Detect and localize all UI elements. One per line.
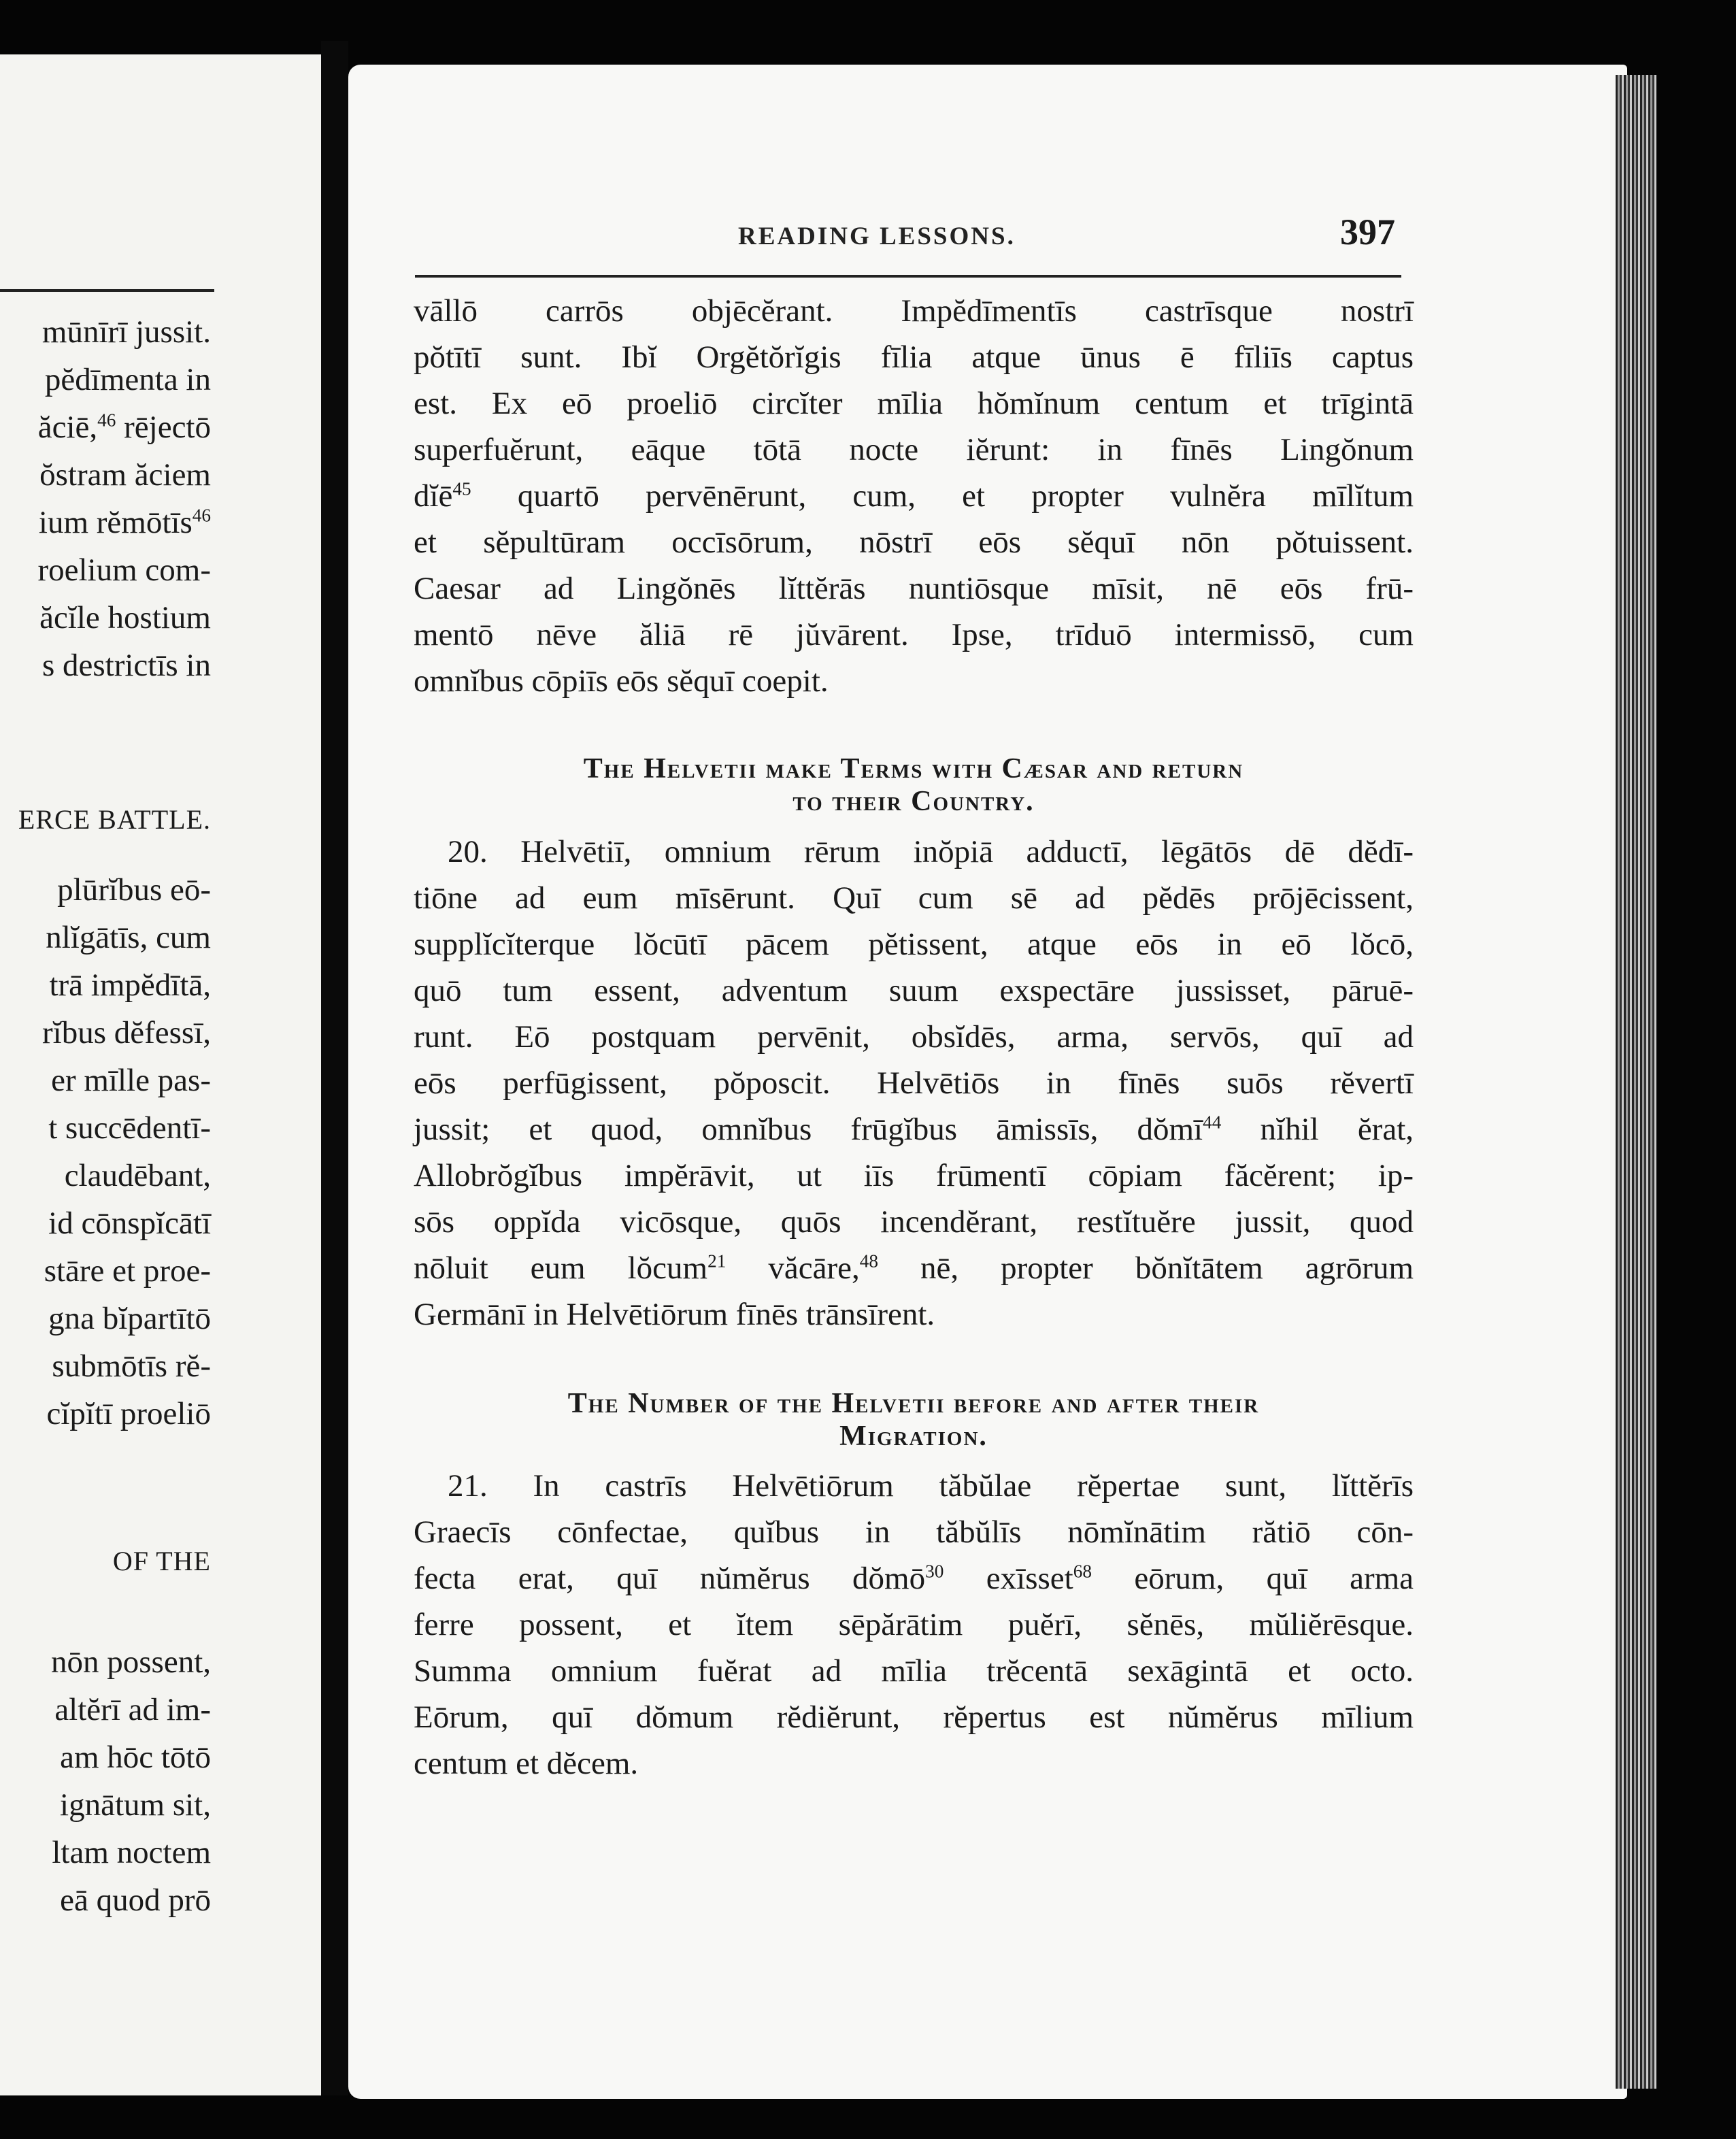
section-title-line: The Number of the Helvetii before and after their [567, 1387, 1260, 1419]
running-head: READING LESSONS. [738, 222, 1016, 250]
paragraph-number: 21. [448, 1468, 488, 1504]
left-line-21: nōn possent, [51, 1644, 211, 1680]
text-line: Allobrŏgĭbus impĕrāvit, ut iīs frūmentī cōpiam făcĕrent; ip- [414, 1157, 1414, 1193]
footnote-ref: 21 [707, 1250, 727, 1271]
header-rule [415, 275, 1401, 278]
footnote-ref: 48 [859, 1250, 878, 1271]
left-line-18: gna bĭpartītō [48, 1301, 211, 1336]
left-line-11: trā impĕdītā, [49, 967, 211, 1003]
text-line: mentō nēve ăliā rē jŭvārent. Ipse, trīduō intermissō, cum [414, 617, 1414, 652]
section-title-line: Migration. [839, 1420, 988, 1452]
left-line-20: cĭpĭtī proeliō [46, 1396, 211, 1431]
text-line: centum et dĕcem. [414, 1746, 639, 1782]
page-number: 397 [1340, 212, 1395, 252]
text-line: 20. Helvētiī, omnium rērum inŏpiā adductī, lēgātōs dē dĕdī- [448, 833, 1414, 869]
left-line-22: altĕrī ad im- [54, 1692, 211, 1727]
left-line-25: ltam noctem [52, 1835, 211, 1870]
left-line-2: pĕdīmenta in [44, 362, 211, 397]
page-body [414, 293, 1414, 1791]
text-line: pŏtītī sunt. Ibĭ Orgĕtŏrĭgis fīlia atque ūnus ē fīliīs captus [414, 339, 1414, 375]
left-line-14: t succēdentī- [48, 1110, 211, 1146]
paragraph-number: 20. [448, 833, 488, 869]
left-facing-page [0, 54, 321, 2095]
left-line-13: er mīlle pas- [51, 1063, 211, 1098]
text-line: superfuĕrunt, eāque tōtā nocte iĕrunt: in fīnēs Lingŏnum [414, 432, 1414, 467]
paragraph-21 [414, 1468, 1414, 1791]
left-line-12: rĭbus dĕfessī, [41, 1015, 211, 1050]
footnote-ref: 44 [1203, 1111, 1222, 1132]
section-title-line: to their Country. [792, 786, 1035, 818]
left-line-26: eā quod prō [60, 1883, 211, 1918]
text-line: Caesar ad Lingŏnēs lĭttĕrās nuntiōsque mīsit, nē eōs frū- [414, 571, 1414, 606]
text-line: ferre possent, et ĭtem sēpărātim puĕrī, sĕnēs, mŭliĕrēsque. [414, 1607, 1414, 1643]
text-line: nōluit eum lŏcum$^{21}$ văcāre,$^{48}$ nē, propter bŏnĭtātem agrōrum [414, 1250, 1414, 1286]
left-line-5: ium rĕmōtīs$^{46}$ [38, 505, 211, 540]
book-gutter [321, 41, 348, 2095]
left-line-15: claudēbant, [64, 1158, 211, 1193]
text-line: omnĭbus cōpiīs eōs sĕquī coepit. [414, 663, 829, 699]
left-line-17: stāre et proe- [44, 1253, 211, 1289]
paragraph-19 [414, 293, 1414, 709]
text-line: Graecīs cōnfectae, quĭbus in tăbŭlīs nōmĭnātim rătiō cōn- [414, 1514, 1414, 1551]
text-line: jussit; et quod, omnĭbus frūgĭbus āmissīs, dŏmī$^{44}$ nĭhil ĕrat, [414, 1111, 1414, 1147]
section-title-number [414, 1387, 1414, 1453]
left-line-6: roelium com- [37, 552, 211, 588]
footnote-ref: 45 [452, 478, 471, 499]
left-line-4: ŏstram ăciem [39, 457, 211, 493]
text-line: eōs perfūgissent, pŏposcit. Helvētiōs in fīnēs suōs rĕvertī [414, 1065, 1414, 1101]
left-line-1: mūnīrī jussit. [41, 314, 211, 350]
left-page-rule [0, 289, 214, 292]
text-line: vāllō carrōs objēcĕrant. Impĕdīmentīs castrīsque nostrī [414, 293, 1414, 329]
text-line: Summa omnium fuĕrat ad mīlia trĕcentā sexāgintā et octo. [414, 1653, 1414, 1689]
text-line: dĭē$^{45}$ quartō pervēnērunt, cum, et propter vulnĕra mīlĭtum [414, 478, 1414, 514]
left-line-8: s destrictīs in [41, 648, 211, 683]
left-line-24: ignātum sit, [60, 1787, 211, 1823]
left-line-7: ăcĭle hostium [39, 600, 211, 635]
left-line-3: ăciē,$^{46}$ rējectō [37, 410, 211, 445]
left-line-16: id cōnspĭcātī [48, 1206, 211, 1241]
text-line: supplĭcĭterque lŏcūtī pācem pĕtissent, atque eōs in eō lŏcō, [414, 926, 1414, 962]
left-line-23: am hōc tōtō [60, 1740, 211, 1775]
left-line-19: submōtīs rĕ- [52, 1348, 211, 1384]
text-line: quō tum essent, adventum suum exspectāre jussisset, pāruē- [414, 972, 1414, 1008]
left-section-heading: ERCE BATTLE. [18, 804, 211, 835]
paragraph-20 [414, 833, 1414, 1342]
text-line: Germānī in Helvētiōrum fīnēs trānsīrent. [414, 1296, 935, 1332]
text-line: tiōne ad eum mīsērunt. Quī cum sē ad pĕdēs prōjēcissent, [414, 880, 1414, 916]
text-line: fecta erat, quī nŭmĕrus dŏmō$^{30}$ exīsset$^{68}$ eōrum, quī arma [414, 1561, 1414, 1597]
footnote-ref: 30 [925, 1561, 944, 1582]
footnote-ref: 68 [1073, 1561, 1092, 1582]
left-section-heading-2: OF THE [112, 1546, 211, 1576]
left-line-9: plūrĭbus eō- [57, 872, 211, 908]
section-title-line: The Helvetii make Terms with Cæsar and return [583, 753, 1244, 784]
text-line: 21. In castrīs Helvētiōrum tăbŭlae rĕpertae sunt, lĭttĕrīs [448, 1468, 1414, 1504]
text-line: et sĕpultūram occīsōrum, nōstrī eōs sĕquī nōn pŏtuissent. [414, 525, 1414, 560]
section-title-terms [414, 752, 1414, 818]
text-line: Eōrum, quī dŏmum rĕdiĕrunt, rĕpertus est nŭmĕrus mīlium [414, 1699, 1414, 1736]
page-edges [1616, 75, 1656, 2089]
text-line: runt. Eō postquam pervēnit, obsĭdēs, arma, servōs, quī ad [414, 1018, 1414, 1055]
text-line: sōs oppĭda vicōsque, quōs incendĕrant, restĭtuĕre jussit, quod [414, 1204, 1414, 1240]
text-line: est. Ex eō proeliō circĭter mīlia hŏmĭnum centum et trīgintā [414, 386, 1414, 421]
left-line-10: nlĭgātīs, cum [46, 920, 211, 955]
